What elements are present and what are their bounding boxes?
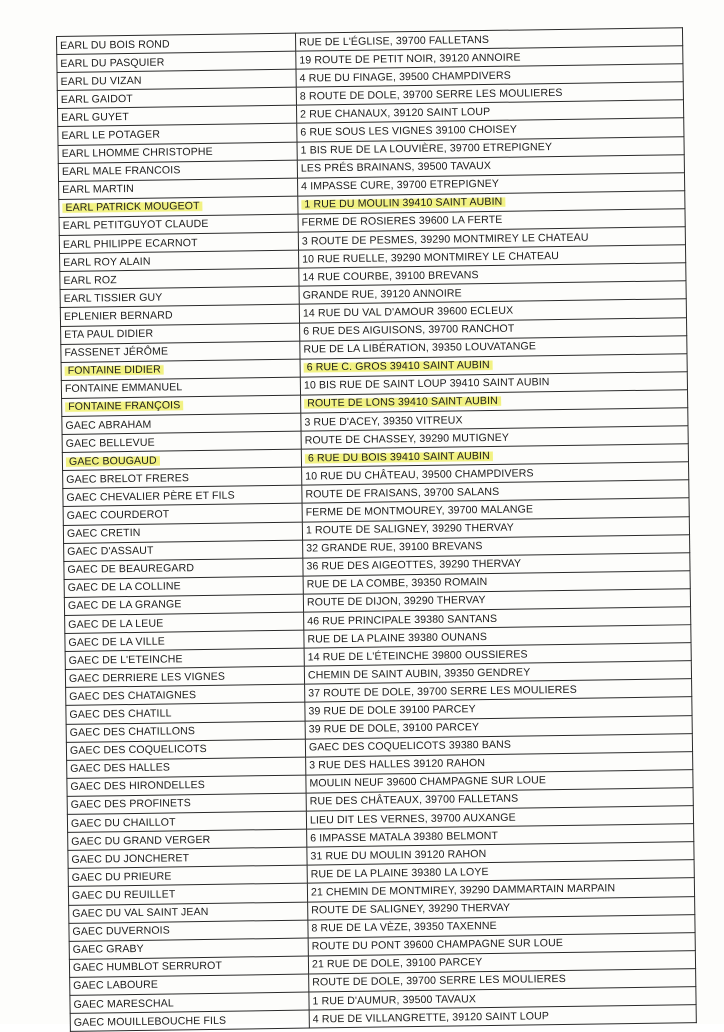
entity-name: EARL PETITGUYOT CLAUDE xyxy=(62,218,209,233)
address-text: CHEMIN DE SAINT AUBIN, 39350 GENDREY xyxy=(307,666,531,682)
entity-name: GAEC CRETIN xyxy=(66,526,141,540)
address-text: 3 ROUTE DE PESMES, 39290 MONTMIREY LE CHATEAU xyxy=(301,231,589,248)
entity-name: GAEC DU GRAND VERGER xyxy=(71,833,211,848)
address-text: 6 RUE SOUS LES VIGNES 39100 CHOISEY xyxy=(300,123,518,139)
address-text: ROUTE DE SALIGNEY, 39290 THERVAY xyxy=(311,901,511,917)
address-table-body xyxy=(57,28,697,1032)
entity-name: GAEC BRELOT FRERES xyxy=(66,471,190,486)
address-text: ROUTE DE DOLE, 39700 SERRE LES MOULIERES xyxy=(312,973,566,989)
address-text: 19 ROUTE DE PETIT NOIR, 39120 ANNOIRE xyxy=(299,51,521,67)
entity-name: GAEC LABOURE xyxy=(73,979,159,993)
address-text: RUE DE LA LIBÉRATION, 39350 LOUVATANGE xyxy=(303,340,537,356)
address-text: 1 RUE D'AUMUR, 39500 TAVAUX xyxy=(312,992,477,1008)
entity-name: EARL MARTIN xyxy=(62,183,134,197)
address-text: GAEC DES COQUELICOTS 39380 BANS xyxy=(308,738,512,754)
entity-name: GAEC DES HALLES xyxy=(70,761,171,776)
entity-name: GAEC DES CHATAIGNES xyxy=(69,689,197,703)
entity-name: EARL DU VIZAN xyxy=(60,74,142,88)
entity-name: EARL LE POTAGER xyxy=(61,128,161,142)
address-text: RUE DE LA COMBE, 39350 ROMAIN xyxy=(306,576,488,591)
entity-name: EPLENIER BERNARD xyxy=(63,309,173,323)
entity-name: GAEC DU REUILLET xyxy=(71,888,176,902)
entity-name: GAEC D'ASSAUT xyxy=(67,544,154,559)
address-text: 39 RUE DE DOLE, 39100 PARCEY xyxy=(308,721,480,736)
entity-name: GAEC CHEVALIER PÈRE ET FILS xyxy=(66,489,235,504)
entity-name: GAEC DU VAL SAINT JEAN xyxy=(72,906,209,920)
entity-name: EARL DU BOIS ROND xyxy=(60,37,170,52)
address-text: 21 RUE DE DOLE, 39100 PARCEY xyxy=(311,956,483,971)
entity-name: EARL TISSIER GUY xyxy=(63,291,163,305)
entity-name: GAEC DE BEAUREGARD xyxy=(67,562,195,577)
address-text: 8 ROUTE DE DOLE, 39700 SERRE LES MOULIERES xyxy=(299,86,563,103)
address-text: 3 RUE D'ACEY, 39350 VITREUX xyxy=(304,413,463,429)
address-text: GRANDE RUE, 39120 ANNOIRE xyxy=(302,287,462,302)
entity-name: EARL DU PASQUIER xyxy=(60,56,165,70)
entity-name: GAEC DES CHATILLONS xyxy=(69,725,196,739)
entity-name: EARL ROZ xyxy=(63,273,117,287)
entity-name: EARL PHILIPPE ECARNOT xyxy=(62,236,198,251)
address-text: ROUTE DE CHASSEY, 39290 MUTIGNEY xyxy=(304,431,510,447)
entity-name: GAEC DES CHATILL xyxy=(69,707,172,721)
entity-name: FONTAINE FRANÇOIS xyxy=(65,400,183,414)
address-text: 39 RUE DE DOLE 39100 PARCEY xyxy=(308,703,476,718)
address-text: 14 RUE COURBE, 39100 BREVANS xyxy=(302,268,479,284)
entity-name: GAEC DU PRIEURE xyxy=(71,870,172,884)
entity-name: GAEC GRABY xyxy=(72,943,144,957)
address-table xyxy=(56,27,697,1032)
address-text: 1 BIS RUE DE LA LOUVIÈRE, 39700 ETREPIGNEY xyxy=(300,141,553,157)
address-text: ROUTE DE DIJON, 39290 THERVAY xyxy=(306,594,486,610)
entity-name: GAEC DES PROFINETS xyxy=(70,797,191,812)
entity-name: FONTAINE DIDIER xyxy=(65,364,164,377)
entity-name: EARL ROY ALAIN xyxy=(63,255,151,269)
address-text: ROUTE DU PONT 39600 CHAMPAGNE SUR LOUE xyxy=(311,937,564,953)
address-text: 14 RUE DU VAL D'AMOUR 39600 ECLEUX xyxy=(302,304,514,320)
entity-name: GAEC DE LA GRANGE xyxy=(67,598,182,613)
address-text: 1 ROUTE DE SALIGNEY, 39290 THERVAY xyxy=(305,521,514,537)
address-text: 10 RUE DU CHÂTEAU, 39500 CHAMPDIVERS xyxy=(305,467,534,483)
address-text: 21 CHEMIN DE MONTMIREY, 39290 DAMMARTAIN MARPAIN xyxy=(310,882,616,899)
entity-name: GAEC DE LA COLLINE xyxy=(67,580,181,595)
address-text: 4 IMPASSE CURE, 39700 ETREPIGNEY xyxy=(301,178,500,193)
entity-name: GAEC DES HIRONDELLES xyxy=(70,779,206,794)
entity-name: FONTAINE EMMANUEL xyxy=(64,381,183,396)
entity-name: GAEC DERRIERE LES VIGNES xyxy=(68,670,226,685)
entity-name: GAEC DES COQUELICOTS xyxy=(69,743,207,758)
entity-name: GAEC DE LA LEUE xyxy=(68,617,164,631)
address-text: 4 RUE DU FINAGE, 39500 CHAMPDIVERS xyxy=(299,69,511,85)
address-text: 31 RUE DU MOULIN 39120 RAHON xyxy=(310,847,487,863)
address-text: LIEU DIT LES VERNES, 39700 AUXANGE xyxy=(309,811,516,827)
entity-name: FASSENET JÉRÔME xyxy=(64,345,169,360)
entity-name: GAEC HUMBLOT SERRUROT xyxy=(72,960,223,975)
entity-name: EARL LHOMME CHRISTOPHE xyxy=(61,145,213,161)
entity-name: GAEC DU CHAILLOT xyxy=(70,815,176,830)
address-text: ROUTE DE LONS 39410 SAINT AUBIN xyxy=(304,395,501,410)
address-text: 6 RUE DES AIGUISONS, 39700 RANCHOT xyxy=(303,322,515,338)
address-text: 6 RUE C. GROS 39410 SAINT AUBIN xyxy=(304,359,493,374)
address-text: 32 GRANDE RUE, 39100 BREVANS xyxy=(306,540,483,555)
entity-name: GAEC BOUGAUD xyxy=(66,454,160,467)
address-text: RUE DE LA PLAINE 39380 LA LOYE xyxy=(310,865,489,881)
address-text: 2 RUE CHANAUX, 39120 SAINT LOUP xyxy=(300,105,491,121)
entity-name: GAEC MOUILLEBOUCHE FILS xyxy=(73,1014,227,1029)
address-text: MOULIN NEUF 39600 CHAMPAGNE SUR LOUE xyxy=(309,774,547,790)
entity-name-cell xyxy=(70,1010,309,1031)
address-text: 4 RUE DE VILLANGRETTE, 39120 SAINT LOUP xyxy=(312,1009,550,1026)
entity-name: EARL GUYET xyxy=(61,110,129,124)
address-text: 10 RUE RUELLE, 39290 MONTMIREY LE CHATEAU xyxy=(302,249,560,266)
entity-name: GAEC DE L'ETEINCHE xyxy=(68,653,183,667)
address-text: RUE DE L'ÉGLISE, 39700 FALLETANS xyxy=(299,33,490,49)
entity-name: EARL PATRICK MOUGEOT xyxy=(62,200,202,214)
address-text: FERME DE MONTMOUREY, 39700 MALANGE xyxy=(305,503,534,519)
entity-name: GAEC MARESCHAL xyxy=(73,996,174,1011)
address-text: RUE DES CHÂTEAUX, 39700 FALLETANS xyxy=(309,793,519,809)
entity-name: GAEC BELLEVUE xyxy=(65,436,155,450)
entity-name: GAEC COURDEROT xyxy=(66,508,170,522)
address-text: 6 RUE DU BOIS 39410 SAINT AUBIN xyxy=(305,450,493,465)
address-text: LES PRÉS BRAINANS, 39500 TAVAUX xyxy=(300,160,492,175)
address-text: 3 RUE DES HALLES 39120 RAHON xyxy=(309,757,486,772)
address-text: 8 RUE DE LA VÈZE, 39350 TAXENNE xyxy=(311,920,497,935)
document-sheet xyxy=(56,27,682,1032)
entity-name: EARL MALE FRANCOIS xyxy=(61,164,181,179)
address-text: 14 RUE DE L'ÉTEINCHE 39800 OUSSIERES xyxy=(307,648,528,664)
address-text: 46 RUE PRINCIPALE 39380 SANTANS xyxy=(307,612,498,628)
address-text: 10 BIS RUE DE SAINT LOUP 39410 SAINT AUBIN xyxy=(303,376,550,392)
address-text: ROUTE DE FRAISANS, 39700 SALANS xyxy=(305,485,500,501)
entity-name: GAEC DE LA VILLE xyxy=(68,635,165,649)
address-text: FERME DE ROSIERES 39600 LA FERTE xyxy=(301,214,503,230)
entity-name: EARL GAIDOT xyxy=(60,92,133,106)
address-text: 36 RUE DES AIGEOTTES, 39290 THERVAY xyxy=(306,557,522,573)
address-text: 6 IMPASSE MATALA 39380 BELMONT xyxy=(310,829,499,845)
entity-name: GAEC DU JONCHERET xyxy=(71,851,190,866)
address-text: 1 RUE DU MOULIN 39410 SAINT AUBIN xyxy=(301,196,505,211)
entity-name: GAEC ABRAHAM xyxy=(65,418,152,432)
address-text: 37 ROUTE DE DOLE, 39700 SERRE LES MOULIERES xyxy=(308,683,577,700)
entity-name: ETA PAUL DIDIER xyxy=(64,327,154,341)
entity-name: GAEC DUVERNOIS xyxy=(72,924,170,938)
address-text: RUE DE LA PLAINE 39380 OUNANS xyxy=(307,630,488,646)
